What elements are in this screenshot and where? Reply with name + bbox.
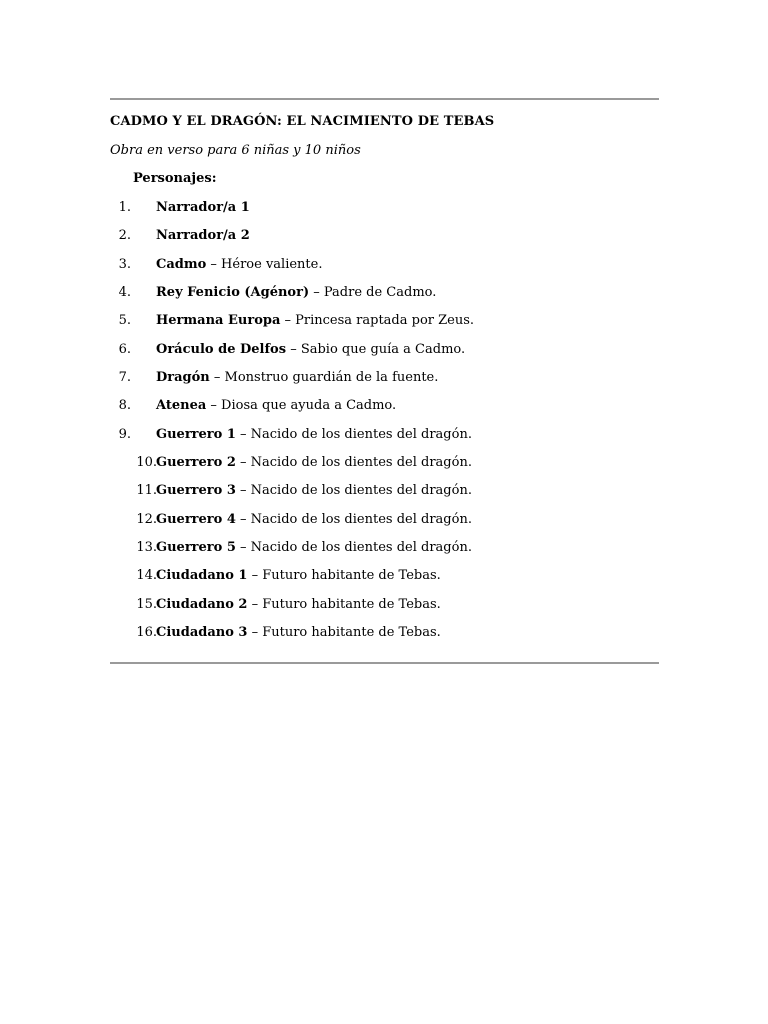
character-name: Guerrero 3: [156, 483, 236, 499]
character-description: – Futuro habitante de Tebas.: [247, 596, 441, 612]
character-description: – Futuro habitante de Tebas.: [247, 568, 441, 584]
cast-item-number: 11.: [136, 483, 157, 499]
character-description: – Monstruo guardián de la fuente.: [209, 370, 439, 386]
bottom-divider: [110, 662, 659, 664]
cast-heading: Personajes:: [133, 171, 217, 186]
character-description: – Nacido de los dientes del dragón.: [235, 455, 472, 471]
cast-item-number: 10.: [136, 455, 157, 471]
character-name: Guerrero 5: [156, 540, 236, 556]
cast-item-number: 8.: [118, 398, 131, 414]
character-name: Ciudadano 1: [156, 568, 248, 584]
cast-item-number: 5.: [118, 313, 131, 329]
character-name: Ciudadano 3: [156, 625, 248, 641]
cast-item-number: 9.: [118, 426, 131, 442]
character-name: Hermana Europa: [156, 313, 281, 329]
cast-item-number: 15.: [136, 596, 157, 612]
character-description: – Nacido de los dientes del dragón.: [235, 511, 472, 527]
character-name: Dragón: [156, 370, 210, 386]
character-name: Narrador/a 1: [156, 200, 250, 215]
character-name: Rey Fenicio (Agénor): [156, 285, 310, 301]
character-name: Oráculo de Delfos: [156, 341, 287, 357]
cast-item-number: 12.: [136, 511, 157, 527]
cast-item-number: 2.: [118, 228, 131, 244]
cast-item-number: 4.: [118, 285, 131, 301]
character-description: – Nacido de los dientes del dragón.: [235, 483, 472, 499]
character-description: – Diosa que ayuda a Cadmo.: [206, 398, 397, 414]
cast-item-number: 14.: [136, 568, 157, 584]
character-description: – Padre de Cadmo.: [309, 285, 437, 301]
character-name: Guerrero 1: [156, 426, 236, 442]
character-name: Atenea: [156, 398, 207, 414]
character-description: – Sabio que guía a Cadmo.: [286, 341, 466, 357]
character-name: Narrador/a 2: [156, 228, 250, 244]
character-description: – Nacido de los dientes del dragón.: [235, 540, 472, 556]
cast-item-number: 16.: [136, 625, 157, 641]
character-name: Guerrero 2: [156, 455, 236, 471]
cast-item-number: 6.: [118, 341, 131, 357]
character-name: Guerrero 4: [156, 511, 236, 527]
character-description: – Héroe valiente.: [206, 256, 323, 272]
character-name: Ciudadano 2: [156, 596, 248, 612]
character-description: – Princesa raptada por Zeus.: [280, 313, 475, 329]
document-title: CADMO Y EL DRAGÓN: EL NACIMIENTO DE TEBAS: [110, 114, 495, 129]
character-description: – Futuro habitante de Tebas.: [247, 625, 441, 641]
cast-item-number: 3.: [118, 256, 131, 272]
cast-item-number: 7.: [118, 370, 131, 386]
cast-item-number: 13.: [136, 540, 157, 556]
cast-item-number: 1.: [118, 200, 131, 215]
character-description: – Nacido de los dientes del dragón.: [235, 426, 472, 442]
document-subtitle: Obra en verso para 6 niñas y 10 niños: [110, 143, 361, 158]
top-divider: [110, 98, 659, 100]
character-name: Cadmo: [156, 256, 207, 272]
